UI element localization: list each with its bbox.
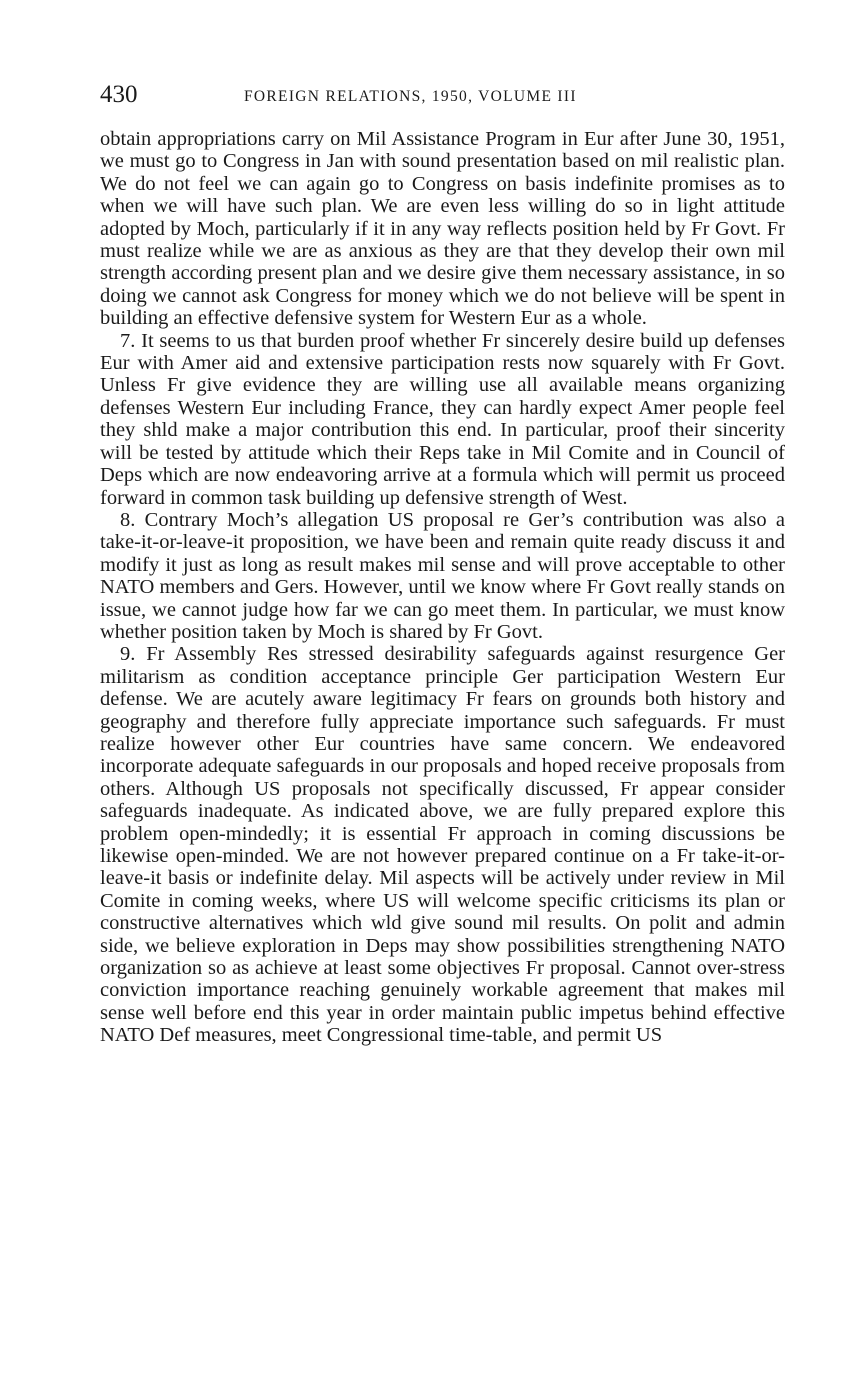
page-number: 430 [100, 81, 138, 108]
page-header [100, 80, 788, 112]
paragraph-9: 9. Fr Assembly Res stressed desirability safeguards against resurgence Ger militarism as condition acceptance principle Ger participation Western Eur defense. We are acutely aware legitimacy Fr fears on grounds both history and geography and therefore fully appreciate importance such safeguards. Fr must realize however other Eur countries have same concern. We endeavored incorporate adequate safeguards in our proposals and hoped receive proposals from others. Although US proposals not specifically discussed, Fr appear consider safeguards inadequate. As indicated above, we are fully prepared explore this problem open-mindedly; it is essential Fr approach in coming discussions be likewise open-minded. We are not however prepared continue on a Fr take-it-or-leave-it basis or indefinite delay. Mil aspects will be actively under review in Mil Comite in coming weeks, where US will welcome specific criticisms its plan or constructive alternatives which wld give sound mil results. On polit and admin side, we believe exploration in Deps may show possibilities strengthening NATO organization so as achieve at least some objectives Fr proposal. Cannot over-stress conviction importance reaching genuinely workable agreement that makes mil sense well before end this year in order maintain public impetus behind effective NATO Def measures, meet Congressional time-table, and permit US [100, 643, 785, 1047]
paragraph-8: 8. Contrary Moch’s allegation US proposal re Ger’s contribution was also a take-it-or-leave-it proposition, we have been and remain quite ready discuss it and modify it just as long as result makes mil sense and will prove acceptable to other NATO members and Gers. However, until we know where Fr Govt really stands on issue, we cannot judge how far we can go meet them. In particular, we must know whether position taken by Moch is shared by Fr Govt. [100, 508, 785, 643]
running-head: FOREIGN RELATIONS, 1950, VOLUME III [244, 88, 577, 105]
body-text [100, 128, 785, 1047]
paragraph-7: 7. It seems to us that burden proof whether Fr sincerely desire build up defenses Eur with Amer aid and extensive participation rests now squarely with Fr Govt. Unless Fr give evidence they are willing use all available means organizing defenses Western Eur including France, they can hardly expect Amer people feel they shld make a major contribution this end. In particular, proof their sincerity will be tested by attitude which their Reps take in Mil Comite and in Council of Deps which are now endeavoring arrive at a formula which will permit us proceed forward in common task building up defensive strength of West. [100, 329, 785, 509]
paragraph-continuation: obtain appropriations carry on Mil Assistance Program in Eur after June 30, 1951, we must go to Congress in Jan with sound presentation based on mil realistic plan. We do not feel we can again go to Congress on basis indefinite promises as to when we will have such plan. We are even less willing do so in light attitude adopted by Moch, particularly if it in any way reflects position held by Fr Govt. Fr must realize while we are as anxious as they are that they develop their own mil strength according present plan and we desire give them necessary assistance, in so doing we cannot ask Congress for money which we do not believe will be spent in building an effective defensive system for Western Eur as a whole. [100, 128, 785, 330]
